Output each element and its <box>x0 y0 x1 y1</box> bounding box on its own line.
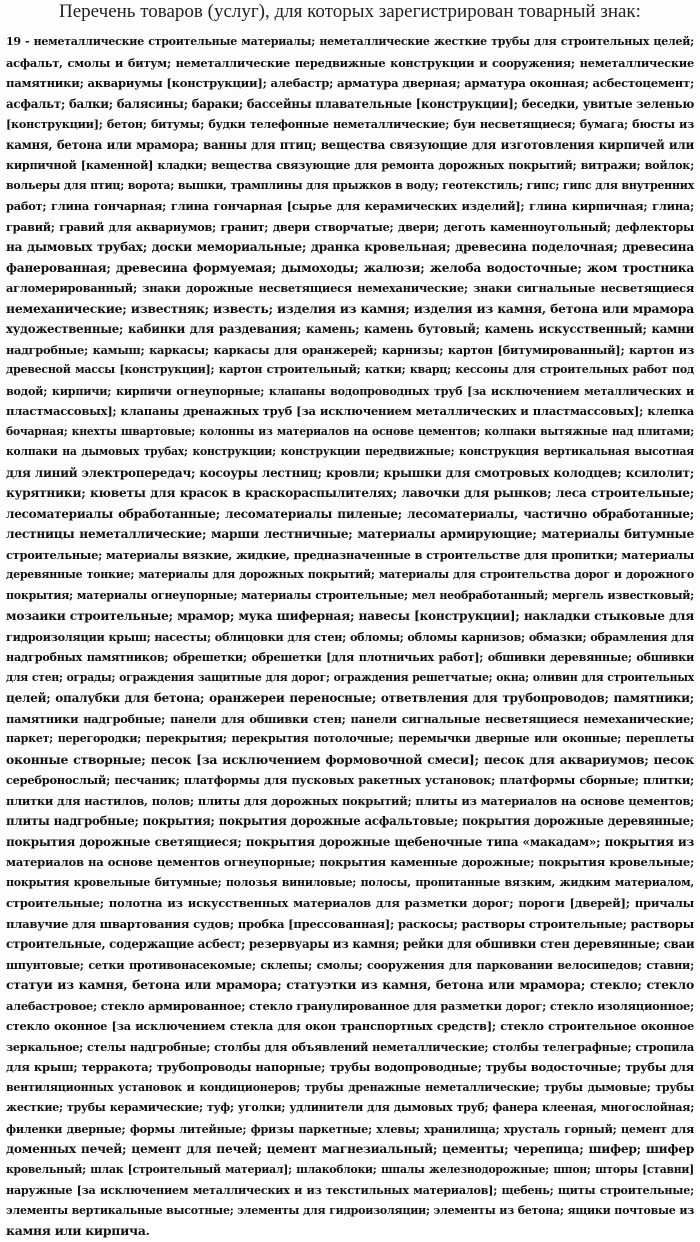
text-line: покрытия дорожные светящиеся; покрытия дорожные щебеночные типа «макадам»; покрытия из <box>6 834 694 849</box>
text-line: оконные створные; песок [за исключением формовочной смеси]; песок для аквариумов; песок <box>6 751 694 767</box>
text-line: пластмассовых]; клапаны дренажных труб [за исключением металлических и пластмассовых]; клепка <box>6 404 694 418</box>
text-line: для крыш; терракота; трубопроводы напорные; трубы водопроводные; трубы водосточные; трубы для <box>6 1060 694 1074</box>
text-line: немеханические; известняк; известь; изделия из камня; изделия из камня, бетона или мрамора <box>6 300 694 316</box>
text-line: вольеры для птиц; ворота; вышки, трамплины для прыжков в воду; геотекстиль; гипс; гипс для внутренних <box>6 178 694 192</box>
text-line: доменных печей; цемент для печей; цемент магнезиальный; цементы; черепица; шифер; шифер <box>6 1142 694 1156</box>
text-line: 19 - неметаллические строительные материалы; неметаллические жесткие трубы для строительных целей; <box>6 35 694 48</box>
text-line: элементы вертикальные высотные; элементы для гидроизоляции; элементы из бетона; ящики почтовые из <box>6 1203 694 1217</box>
text-line: строительные, содержащие асбест; резервуары из камня; рейки для обшивки стен деревянные; сваи <box>6 937 695 951</box>
text-line: памятники; аквариумы [конструкции]; алебастр; арматура дверная; арматура оконная; асбестоцемент; <box>6 76 694 90</box>
text-line: статуи из камня, бетона или мрамора; статуэтки из камня, бетона или мрамора; стекло; стекло <box>6 977 694 992</box>
text-line: фанерованная; древесина формуемая; дымоходы; жалюзи; желоба водосточные; жом тростника <box>6 260 694 275</box>
text-line: целей; опалубки для бетона; оранжереи переносные; ответвления для трубопроводов; памятники; <box>6 691 694 705</box>
text-line: покрытия; материалы огнеупорные; материалы строительные; мел необработанный; мергель известковый; <box>6 588 694 602</box>
text-line: надгробных памятников; обрешетки; обрешетки [для плотничьих работ]; обшивки деревянные; обшивки <box>6 650 694 664</box>
text-line: асфальт, смолы и битум; неметаллические передвижные конструкции и сооружения; неметаллические <box>6 55 694 70</box>
text-line: наружные [за исключением металлических и из текстильных материалов]; щебень; щиты строительные; <box>6 1183 694 1197</box>
text-line: лесоматериалы обработанные; лесоматериалы пиленые; лесоматериалы, частично обработанные; <box>6 506 694 521</box>
text-line: агломерированный; знаки дорожные несветящиеся немеханические; знаки сигнальные несветящиеся <box>6 281 694 295</box>
text-line: плиты надгробные; покрытия; покрытия дорожные асфальтовые; покрытия дорожные деревянные; <box>6 814 694 828</box>
text-line: [конструкции]; бетон; битумы; будки телефонные неметаллические; буи несветящиеся; бумага; бюсты из <box>6 117 694 131</box>
text-line: деревянные тонкие; материалы для дорожных покрытий; материалы для строительства дорог и дорожного <box>6 568 694 581</box>
text-line: мозаики строительные; мрамор; мука шиферная; навесы [конструкции]; накладки стыковые для <box>6 609 694 623</box>
text-line: паркет; перегородки; перекрытия; перекрытия потолочные; перемычки дверные или оконные; переплеты <box>6 732 694 745</box>
text-line: стекло оконное [за исключением стекла для окон транспортных средств]; стекло строительное оконное <box>6 1019 694 1033</box>
text-line: колпаки на дымовых трубах; конструкции; конструкции передвижные; конструкция вертикальная высотная <box>6 445 694 458</box>
text-line: филенки дверные; формы литейные; фризы паркетные; хлевы; хранилища; хрусталь горный; цемент для <box>6 1121 694 1136</box>
text-line: работ; глина гончарная; глина гончарная [сырье для керамических изделий]; глина кирпичная; глина; <box>6 199 694 213</box>
text-line: строительные; материалы вязкие, жидкие, предназначенные в строительстве для пропитки; материалы <box>6 547 694 562</box>
text-line: курятники; кюветы для красок в краскораспылителях; лавочки для рынков; леса строительные; <box>6 486 694 500</box>
text-line: асфальт; балки; балясины; бараки; бассейны плавательные [конструкции]; беседки, увитые зеленью <box>6 96 695 111</box>
text-line: водой; кирпичи; кирпичи огнеупорные; клапаны водопроводных труб [за исключением металлических и <box>6 383 694 398</box>
text-line: камня или кирпича. <box>6 1223 150 1238</box>
text-line: для стен; ограды; ограждения защитные для дорог; ограждения решетчатые; окна; оливин для строительных <box>6 670 694 684</box>
text-line: плитки для настилов, полов; плиты для дорожных покрытий; плиты из материалов на основе цементов; <box>6 793 694 808</box>
page-heading: Перечень товаров (услуг), для которых зарегистрирован товарный знак: <box>59 1 641 22</box>
text-line: вентиляционных установок и кондиционеров; трубы дренажные неметаллические; трубы дымовые; трубы <box>6 1080 694 1094</box>
text-line: художественные; кабинки для раздевания; камень; камень бутовый; камень искусственный; камни <box>6 322 694 336</box>
text-line: памятники надгробные; панели для обшивки стен; панели сигнальные несветящиеся немеханические; <box>6 711 694 726</box>
text-line: лестницы неметаллические; марши лестничные; материалы армирующие; материалы битумные <box>6 527 694 541</box>
text-line: древесной массы [конструкции]; картон строительный; катки; кварц; кессоны для строительных работ под <box>6 363 694 376</box>
text-line: алебастровое; стекло армированное; стекло гранулированное для разметки дорог; стекло изоляционное; <box>6 998 694 1013</box>
text-line: гравий; гравий для аквариумов; гранит; двери створчатые; двери; деготь каменноугольный; дефлекторы <box>6 219 694 234</box>
text-line: на дымовых трубах; доски мемориальные; дранка кровельная; древесина поделочная; древесина <box>6 240 694 254</box>
text-line: кирпичной [каменной] кладки; вещества связующие для ремонта дорожных покрытий; витражи; войлок; <box>6 158 694 172</box>
text-line: шпунтовые; сетки противонасекомые; склепы; смолы; сооружения для парковании велосипедов; ставни; <box>6 957 694 972</box>
text-line: для линий электропередач; косоуры лестниц; кровли; крышки для смотровых колодцев; ксилолит; <box>6 465 694 480</box>
text-line: строительные; полотна из искусственных материалов для разметки дорог; пороги [дверей]; причалы <box>6 896 694 910</box>
text-line: покрытия кровельные битумные; полозья виниловые; полосы, пропитанные вязким, жидким материалом, <box>6 875 694 889</box>
text-line: плавучие для швартования судов; пробка [прессованная]; раскосы; растворы строительные; растворы <box>6 916 694 931</box>
text-line: кровельный; шлак [строительный материал]; шлакоблоки; шпалы железнодорожные; шпон; шторы [ставни] <box>6 1162 694 1176</box>
text-line: жесткие; трубы керамические; туф; уголки; удлинители для дымовых труб; фанера клееная, многослойная; <box>6 1101 694 1114</box>
text-line: гидроизоляции крыш; насесты; облицовки для стен; обломы; обломы карнизов; обмазки; обрамления для <box>6 629 694 644</box>
text-line: бочарная; кнехты швартовые; колонны из материалов на основе цементов; колпаки вытяжные над плитами; <box>6 424 694 438</box>
text-line: камня, бетона или мрамора; ванны для птиц; вещества связующие для изготовления кирпичей или <box>6 137 694 152</box>
text-line: надгробные; камыш; каркасы; каркасы для оранжерей; карнизы; картон [битумированный]; картон из <box>6 342 694 357</box>
goods-services-list <box>6 32 695 1238</box>
text-line: зеркальное; стелы надгробные; столбы для объявлений неметаллические; столбы телеграфные; стропила <box>6 1039 694 1054</box>
text-line: серебронослый; песчаник; платформы для пусковых ракетных установок; платформы сборные; плитки; <box>6 773 694 787</box>
text-line: материалов на основе цементов огнеупорные; покрытия каменные дорожные; покрытия кровельные; <box>6 855 694 869</box>
